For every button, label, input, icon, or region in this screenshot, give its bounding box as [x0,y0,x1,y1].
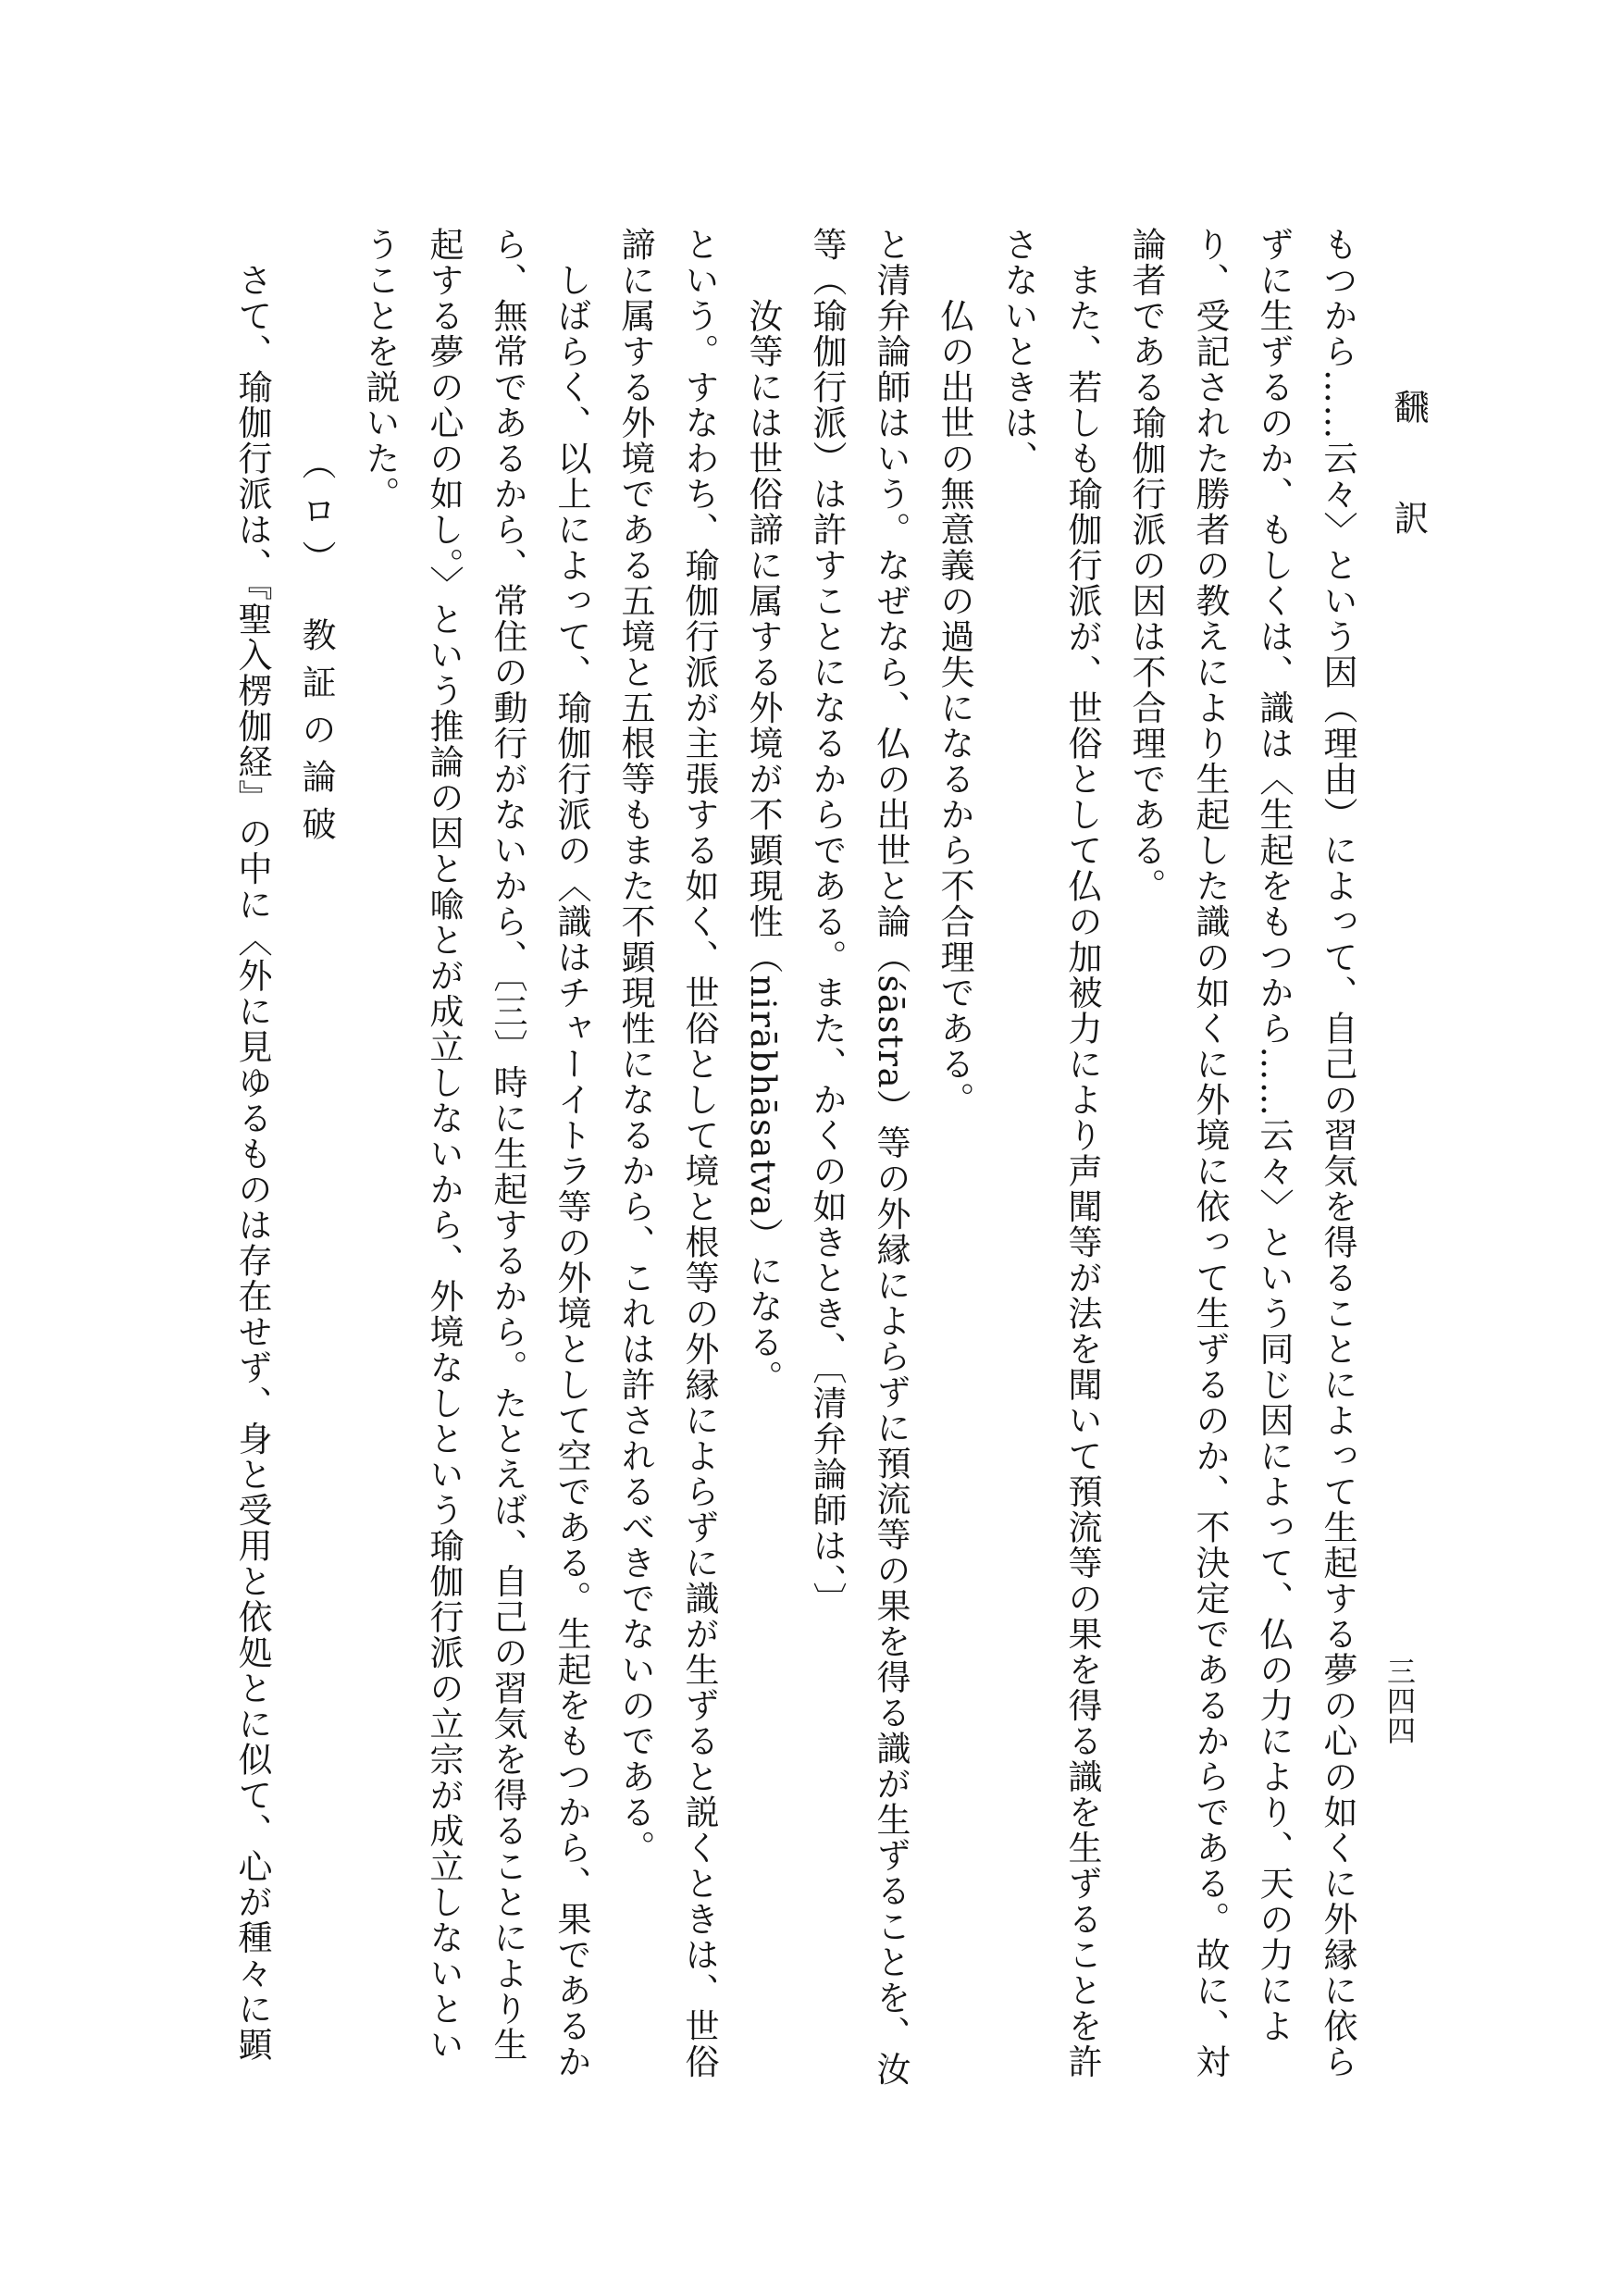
text-column: 起する夢の心の如し。〉という推論の因と喩とが成立しないから、外境なしという瑜伽行派の立宗が成立しないとい [424,227,464,2063]
text-column: うことを説いた。 [360,227,400,512]
text-column: 諦に属する外境である五境と五根等もまた不顕現性になるから、これは許されるべきでないのである。 [615,227,655,1866]
text-block [220,227,1369,2087]
text-column: また、若しも瑜伽行派が、世俗として仏の加被力により声聞等が法を聞いて預流等の果を得る識を生ずることを許 [1062,227,1102,2079]
text-column: さないときは、 [998,227,1038,477]
section-heading-column: （ロ） 教証の論破 [296,227,336,853]
text-column: さて、瑜伽行派は、『聖入楞伽経』の中に〈外に見ゆるものは存在せず、身と受用と依処とに似て、心が種々に顕 [232,227,272,2063]
text-column: しばらく、以上によって、瑜伽行派の〈識はチャーイトラ等の外境として空である。生起をもつから、果であるか [551,227,591,2079]
running-head: 飜 訳 [1388,389,1429,555]
text-column: ずに生ずるのか、もしくは、識は〈生起をもつから……云々〉という同じ因によって、仏の力により、天の力によ [1254,227,1294,2044]
text-column: 論者である瑜伽行派の因は不合理である。 [1126,227,1166,904]
text-column: 仏の出世の無意義の過失になるから不合理である。 [935,227,974,1118]
text-column: と清弁論師はいう。なぜなら、仏の出世と論（śāstra）等の外縁によらずに預流等の果を得る識が生ずることを、汝 [871,227,911,2088]
text-column: 等（瑜伽行派）は許すことになるからである。また、かくの如きとき、〔清弁論師は、〕 [807,227,847,1618]
text-column: もつから……云々〉という因（理由）によって、自己の習気を得ることによって生起する夢の心の如くに外縁に依ら [1318,227,1357,2079]
text-column: り、受記された勝者の教えにより生起した識の如くに外境に依って生ずるのか、不決定であるからである。故に、対 [1190,227,1230,2079]
text-column: という。すなわち、瑜伽行派が主張する如く、世俗として境と根等の外縁によらずに識が生ずると説くときは、世俗 [679,227,719,2079]
text-column: ら、無常であるから、常住の動行がないから、〔三〕時に生起するから。たとえば、自己の習気を得ることにより生 [488,227,527,2063]
text-column: 汝等には世俗諦に属する外境が不顕現性（nirābhāsatva）になる。 [743,227,783,1396]
page-number: 三四四 [1381,1657,1415,1745]
